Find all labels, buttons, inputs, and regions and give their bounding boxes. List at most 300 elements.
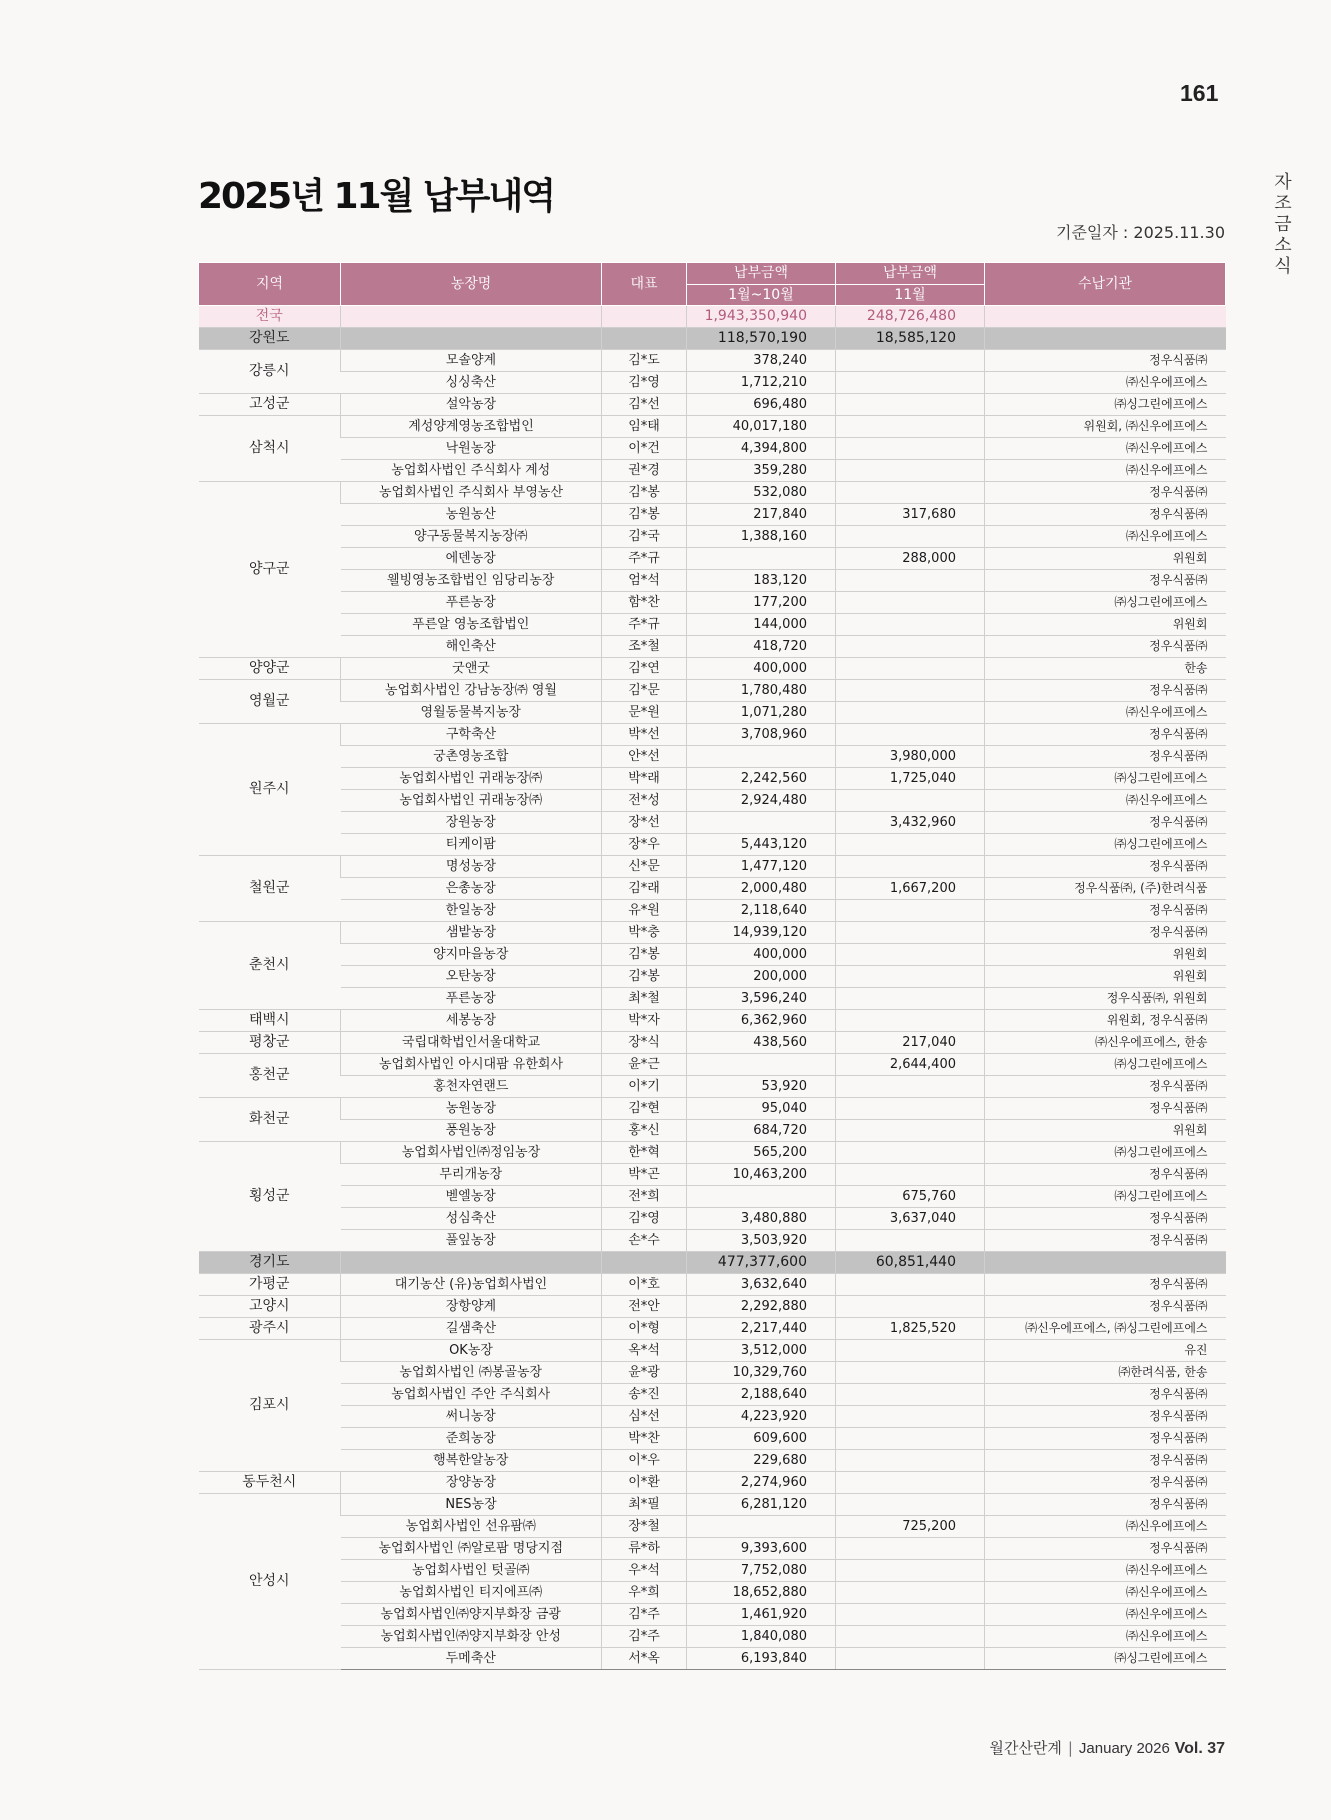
collection-agency: 정우식품㈜ <box>985 636 1226 658</box>
table-row <box>199 438 1226 460</box>
table-row <box>199 1582 1226 1604</box>
province-amount-ytd: 477,377,600 <box>687 1252 836 1274</box>
farm-name: 농업회사법인 강남농장㈜ 영월 <box>341 680 602 702</box>
representative: 서*옥 <box>602 1648 687 1670</box>
representative: 김*현 <box>602 1098 687 1120</box>
collection-agency: 위원회 <box>985 614 1226 636</box>
farm-name: 설악농장 <box>341 394 602 416</box>
collection-agency: 정우식품㈜ <box>985 1494 1226 1516</box>
amount-ytd: 400,000 <box>687 944 836 966</box>
table-row <box>199 856 1226 878</box>
table-row <box>199 790 1226 812</box>
representative: 김*래 <box>602 878 687 900</box>
representative: 신*문 <box>602 856 687 878</box>
table-row <box>199 1406 1226 1428</box>
page-title: 2025년 11월 납부내역 <box>198 176 555 217</box>
representative: 이*환 <box>602 1472 687 1494</box>
table-row <box>199 482 1226 504</box>
amount-month <box>836 1472 985 1494</box>
header-region: 지역 <box>199 263 341 306</box>
representative: 한*혁 <box>602 1142 687 1164</box>
representative: 박*래 <box>602 768 687 790</box>
table-row <box>199 1186 1226 1208</box>
collection-agency: 정우식품㈜ <box>985 1208 1226 1230</box>
farm-name: 국립대학법인서울대학교 <box>341 1032 602 1054</box>
collection-agency: 정우식품㈜ <box>985 900 1226 922</box>
empty-cell <box>985 1252 1226 1274</box>
amount-ytd: 10,329,760 <box>687 1362 836 1384</box>
amount-month <box>836 1494 985 1516</box>
footer-separator: | <box>1067 1739 1073 1757</box>
issue-month: January 2026 <box>1078 1740 1170 1757</box>
amount-ytd: 378,240 <box>687 350 836 372</box>
amount-ytd: 95,040 <box>687 1098 836 1120</box>
national-total-row <box>199 306 1226 328</box>
amount-month: 3,980,000 <box>836 746 985 768</box>
farm-name: 장양농장 <box>341 1472 602 1494</box>
farm-name: 풍원농장 <box>341 1120 602 1142</box>
amount-ytd: 229,680 <box>687 1450 836 1472</box>
farm-name: 해인축산 <box>341 636 602 658</box>
table-row <box>199 350 1226 372</box>
amount-ytd: 2,217,440 <box>687 1318 836 1340</box>
table-row <box>199 1296 1226 1318</box>
amount-ytd: 2,242,560 <box>687 768 836 790</box>
amount-ytd: 18,652,880 <box>687 1582 836 1604</box>
amount-month: 1,825,520 <box>836 1318 985 1340</box>
representative: 김*문 <box>602 680 687 702</box>
collection-agency: 정우식품㈜ <box>985 680 1226 702</box>
farm-name: 농업회사법인 귀래농장㈜ <box>341 790 602 812</box>
farm-name: 성심축산 <box>341 1208 602 1230</box>
farm-name: 농업회사법인 선유팜㈜ <box>341 1516 602 1538</box>
collection-agency: 유진 <box>985 1340 1226 1362</box>
amount-month <box>836 570 985 592</box>
table-row <box>199 1362 1226 1384</box>
collection-agency: 정우식품㈜ <box>985 1164 1226 1186</box>
amount-ytd: 9,393,600 <box>687 1538 836 1560</box>
farm-name: 농업회사법인 주안 주식회사 <box>341 1384 602 1406</box>
farm-name: 농업회사법인 주식회사 계성 <box>341 460 602 482</box>
representative: 장*식 <box>602 1032 687 1054</box>
representative: 김*봉 <box>602 482 687 504</box>
empty-cell <box>602 306 687 328</box>
representative: 이*형 <box>602 1318 687 1340</box>
collection-agency: 정우식품㈜ <box>985 504 1226 526</box>
collection-agency: 정우식품㈜ <box>985 812 1226 834</box>
table-row <box>199 372 1226 394</box>
amount-month: 1,667,200 <box>836 878 985 900</box>
amount-ytd: 200,000 <box>687 966 836 988</box>
amount-ytd: 2,118,640 <box>687 900 836 922</box>
amount-ytd: 7,752,080 <box>687 1560 836 1582</box>
amount-month: 317,680 <box>836 504 985 526</box>
amount-month <box>836 482 985 504</box>
table-row <box>199 1516 1226 1538</box>
representative: 전*성 <box>602 790 687 812</box>
amount-month: 2,644,400 <box>836 1054 985 1076</box>
collection-agency: ㈜신우에프에스, 한송 <box>985 1032 1226 1054</box>
table-row <box>199 1428 1226 1450</box>
farm-name: 농업회사법인㈜양지부화장 안성 <box>341 1626 602 1648</box>
region-name: 고양시 <box>199 1296 341 1318</box>
amount-ytd: 3,708,960 <box>687 724 836 746</box>
table-row <box>199 966 1226 988</box>
representative: 박*선 <box>602 724 687 746</box>
collection-agency: 정우식품㈜ <box>985 1472 1226 1494</box>
amount-ytd: 217,840 <box>687 504 836 526</box>
table-row <box>199 1054 1226 1076</box>
representative: 손*수 <box>602 1230 687 1252</box>
farm-name: 푸른농장 <box>341 592 602 614</box>
farm-name: 싱싱축산 <box>341 372 602 394</box>
representative: 최*필 <box>602 1494 687 1516</box>
representative: 김*국 <box>602 526 687 548</box>
amount-month <box>836 1582 985 1604</box>
amount-month <box>836 592 985 614</box>
representative: 김*봉 <box>602 504 687 526</box>
farm-name: 에덴농장 <box>341 548 602 570</box>
table-row <box>199 548 1226 570</box>
representative: 윤*근 <box>602 1054 687 1076</box>
farm-name: 준희농장 <box>341 1428 602 1450</box>
amount-ytd: 6,193,840 <box>687 1648 836 1670</box>
farm-name: 농업회사법인㈜정임농장 <box>341 1142 602 1164</box>
amount-month <box>836 658 985 680</box>
representative: 권*경 <box>602 460 687 482</box>
farm-name: 써니농장 <box>341 1406 602 1428</box>
amount-month <box>836 1010 985 1032</box>
amount-ytd: 177,200 <box>687 592 836 614</box>
amount-ytd: 609,600 <box>687 1428 836 1450</box>
collection-agency: ㈜싱그린에프에스 <box>985 592 1226 614</box>
amount-month <box>836 1626 985 1648</box>
region-name: 원주시 <box>199 724 341 856</box>
region-name: 홍천군 <box>199 1054 341 1098</box>
representative: 최*철 <box>602 988 687 1010</box>
page-number: 161 <box>1180 80 1219 106</box>
farm-name: 벧엘농장 <box>341 1186 602 1208</box>
collection-agency: 정우식품㈜ <box>985 1230 1226 1252</box>
farm-name: 양지마을농장 <box>341 944 602 966</box>
amount-month <box>836 526 985 548</box>
table-row <box>199 988 1226 1010</box>
farm-name: 세봉농장 <box>341 1010 602 1032</box>
collection-agency: 정우식품㈜ <box>985 1428 1226 1450</box>
collection-agency: ㈜싱그린에프에스 <box>985 1054 1226 1076</box>
amount-month <box>836 724 985 746</box>
amount-ytd: 565,200 <box>687 1142 836 1164</box>
header-rep: 대표 <box>602 263 687 306</box>
collection-agency: ㈜한려식품, 한송 <box>985 1362 1226 1384</box>
magazine-name: 월간산란계 <box>989 1739 1062 1757</box>
amount-ytd: 40,017,180 <box>687 416 836 438</box>
amount-ytd: 2,000,480 <box>687 878 836 900</box>
table-row <box>199 1120 1226 1142</box>
farm-name: 명성농장 <box>341 856 602 878</box>
amount-month <box>836 372 985 394</box>
amount-month <box>836 1538 985 1560</box>
collection-agency: 한송 <box>985 658 1226 680</box>
farm-name: 농업회사법인 주식회사 부영농산 <box>341 482 602 504</box>
collection-agency: 위원회, 정우식품㈜ <box>985 1010 1226 1032</box>
farm-name: 푸른알 영농조합법인 <box>341 614 602 636</box>
representative: 안*선 <box>602 746 687 768</box>
amount-ytd: 3,512,000 <box>687 1340 836 1362</box>
table-header <box>199 263 1226 306</box>
province-total-row <box>199 1252 1226 1274</box>
table-row <box>199 768 1226 790</box>
farm-name: 두메축산 <box>341 1648 602 1670</box>
collection-agency: 정우식품㈜, (주)한려식품 <box>985 878 1226 900</box>
representative: 김*선 <box>602 394 687 416</box>
region-name: 화천군 <box>199 1098 341 1142</box>
amount-ytd: 3,503,920 <box>687 1230 836 1252</box>
representative: 이*호 <box>602 1274 687 1296</box>
representative: 심*선 <box>602 1406 687 1428</box>
empty-cell <box>341 306 602 328</box>
collection-agency: 위원회 <box>985 944 1226 966</box>
amount-ytd: 1,461,920 <box>687 1604 836 1626</box>
table-row <box>199 416 1226 438</box>
amount-ytd: 400,000 <box>687 658 836 680</box>
collection-agency: ㈜신우에프에스 <box>985 1582 1226 1604</box>
collection-agency: 정우식품㈜ <box>985 1098 1226 1120</box>
amount-month: 3,432,960 <box>836 812 985 834</box>
table-row <box>199 1230 1226 1252</box>
representative: 김*주 <box>602 1626 687 1648</box>
collection-agency: 위원회 <box>985 548 1226 570</box>
farm-name: 오탄농장 <box>341 966 602 988</box>
collection-agency: ㈜싱그린에프에스 <box>985 1142 1226 1164</box>
table-row <box>199 1604 1226 1626</box>
province-amount-month: 18,585,120 <box>836 328 985 350</box>
collection-agency: 정우식품㈜ <box>985 570 1226 592</box>
page-footer <box>989 1737 1225 1758</box>
collection-agency: 정우식품㈜ <box>985 1076 1226 1098</box>
table-row <box>199 1384 1226 1406</box>
farm-name: NES농장 <box>341 1494 602 1516</box>
representative: 김*연 <box>602 658 687 680</box>
province-name: 경기도 <box>199 1252 341 1274</box>
amount-month <box>836 790 985 812</box>
amount-ytd: 2,292,880 <box>687 1296 836 1318</box>
amount-ytd <box>687 1516 836 1538</box>
collection-agency: 정우식품㈜ <box>985 746 1226 768</box>
amount-month <box>836 1296 985 1318</box>
table-row <box>199 724 1226 746</box>
collection-agency: ㈜신우에프에스 <box>985 702 1226 724</box>
table-row <box>199 636 1226 658</box>
representative: 우*희 <box>602 1582 687 1604</box>
header-amount-ytd-period: 1월~10월 <box>687 284 836 306</box>
region-name: 김포시 <box>199 1340 341 1472</box>
header-amount-ytd: 납부금액 <box>687 263 836 285</box>
farm-name: 농원농산 <box>341 504 602 526</box>
representative: 김*영 <box>602 1208 687 1230</box>
amount-ytd <box>687 746 836 768</box>
amount-month: 217,040 <box>836 1032 985 1054</box>
farm-name: 웰빙영농조합법인 임당리농장 <box>341 570 602 592</box>
table-row <box>199 1274 1226 1296</box>
amount-month <box>836 350 985 372</box>
amount-month <box>836 856 985 878</box>
amount-month <box>836 460 985 482</box>
table-row <box>199 900 1226 922</box>
amount-ytd: 696,480 <box>687 394 836 416</box>
amount-month <box>836 1076 985 1098</box>
table-row <box>199 504 1226 526</box>
table-row <box>199 746 1226 768</box>
table-row <box>199 1208 1226 1230</box>
representative: 이*건 <box>602 438 687 460</box>
amount-ytd <box>687 1186 836 1208</box>
table-row <box>199 812 1226 834</box>
farm-name: 낙원농장 <box>341 438 602 460</box>
header-farm: 농장명 <box>341 263 602 306</box>
farm-name: 영월동물복지농장 <box>341 702 602 724</box>
collection-agency: 위원회, ㈜신우에프에스 <box>985 416 1226 438</box>
issue-volume: Vol. 37 <box>1174 1740 1225 1757</box>
payment-table <box>198 262 1226 1670</box>
amount-month <box>836 416 985 438</box>
table-row <box>199 614 1226 636</box>
collection-agency: 정우식품㈜ <box>985 922 1226 944</box>
farm-name: 장항양계 <box>341 1296 602 1318</box>
empty-cell <box>985 328 1226 350</box>
amount-month <box>836 438 985 460</box>
table-row <box>199 1472 1226 1494</box>
table-row <box>199 1648 1226 1670</box>
amount-month <box>836 1604 985 1626</box>
collection-agency: 정우식품㈜ <box>985 1406 1226 1428</box>
farm-name: 은총농장 <box>341 878 602 900</box>
amount-month: 1,725,040 <box>836 768 985 790</box>
amount-month <box>836 922 985 944</box>
representative: 류*하 <box>602 1538 687 1560</box>
region-name: 양구군 <box>199 482 341 658</box>
representative: 김*영 <box>602 372 687 394</box>
representative: 김*주 <box>602 1604 687 1626</box>
empty-cell <box>341 1252 602 1274</box>
collection-agency: 정우식품㈜ <box>985 1538 1226 1560</box>
table-row <box>199 1164 1226 1186</box>
amount-month <box>836 1450 985 1472</box>
region-name: 철원군 <box>199 856 341 922</box>
representative: 옥*석 <box>602 1340 687 1362</box>
amount-ytd: 1,071,280 <box>687 702 836 724</box>
collection-agency: 정우식품㈜ <box>985 724 1226 746</box>
table-row <box>199 460 1226 482</box>
representative: 주*규 <box>602 548 687 570</box>
representative: 문*원 <box>602 702 687 724</box>
farm-name: 궁촌영농조합 <box>341 746 602 768</box>
amount-month <box>836 1560 985 1582</box>
representative: 김*봉 <box>602 944 687 966</box>
header-amount-month: 납부금액 <box>836 263 985 285</box>
amount-month <box>836 834 985 856</box>
region-name: 영월군 <box>199 680 341 724</box>
farm-name: 길샘축산 <box>341 1318 602 1340</box>
amount-ytd: 6,281,120 <box>687 1494 836 1516</box>
farm-name: 계성양계영농조합법인 <box>341 416 602 438</box>
representative: 조*철 <box>602 636 687 658</box>
amount-ytd: 3,632,640 <box>687 1274 836 1296</box>
amount-ytd: 532,080 <box>687 482 836 504</box>
region-name: 춘천시 <box>199 922 341 1010</box>
amount-month <box>836 636 985 658</box>
amount-month <box>836 1274 985 1296</box>
collection-agency: 위원회 <box>985 966 1226 988</box>
amount-month <box>836 394 985 416</box>
representative: 박*충 <box>602 922 687 944</box>
farm-name: 한일농장 <box>341 900 602 922</box>
representative: 홍*신 <box>602 1120 687 1142</box>
representative: 김*봉 <box>602 966 687 988</box>
representative: 임*태 <box>602 416 687 438</box>
amount-ytd: 5,443,120 <box>687 834 836 856</box>
province-amount-ytd: 118,570,190 <box>687 328 836 350</box>
amount-ytd: 4,394,800 <box>687 438 836 460</box>
farm-name: 모솔양계 <box>341 350 602 372</box>
farm-name: 양구동물복지농장㈜ <box>341 526 602 548</box>
table-row <box>199 1032 1226 1054</box>
farm-name: 구학축산 <box>341 724 602 746</box>
amount-ytd: 3,596,240 <box>687 988 836 1010</box>
farm-name: OK농장 <box>341 1340 602 1362</box>
region-name: 동두천시 <box>199 1472 341 1494</box>
collection-agency: 정우식품㈜ <box>985 1274 1226 1296</box>
farm-name: 무리개농장 <box>341 1164 602 1186</box>
table-row <box>199 1494 1226 1516</box>
collection-agency: ㈜싱그린에프에스 <box>985 394 1226 416</box>
farm-name: 홍천자연랜드 <box>341 1076 602 1098</box>
empty-cell <box>602 328 687 350</box>
representative: 이*기 <box>602 1076 687 1098</box>
collection-agency: 정우식품㈜ <box>985 350 1226 372</box>
farm-name: 대기농산 (유)농업회사법인 <box>341 1274 602 1296</box>
amount-ytd: 6,362,960 <box>687 1010 836 1032</box>
amount-ytd: 2,274,960 <box>687 1472 836 1494</box>
region-name: 안성시 <box>199 1494 341 1670</box>
amount-ytd: 2,924,480 <box>687 790 836 812</box>
table-row <box>199 526 1226 548</box>
amount-month <box>836 1120 985 1142</box>
table-row <box>199 702 1226 724</box>
amount-month <box>836 1428 985 1450</box>
amount-ytd: 183,120 <box>687 570 836 592</box>
farm-name: 장원농장 <box>341 812 602 834</box>
amount-ytd <box>687 1054 836 1076</box>
representative: 전*희 <box>602 1186 687 1208</box>
table-row <box>199 834 1226 856</box>
amount-ytd <box>687 548 836 570</box>
collection-agency: 정우식품㈜ <box>985 1450 1226 1472</box>
table-row <box>199 394 1226 416</box>
representative: 유*원 <box>602 900 687 922</box>
table-row <box>199 1318 1226 1340</box>
amount-month <box>836 944 985 966</box>
table-row <box>199 658 1226 680</box>
empty-cell <box>985 306 1226 328</box>
amount-ytd: 3,480,880 <box>687 1208 836 1230</box>
amount-month <box>836 1230 985 1252</box>
representative: 박*자 <box>602 1010 687 1032</box>
collection-agency: ㈜싱그린에프에스 <box>985 768 1226 790</box>
table-row <box>199 570 1226 592</box>
amount-ytd: 1,712,210 <box>687 372 836 394</box>
amount-ytd: 1,780,480 <box>687 680 836 702</box>
